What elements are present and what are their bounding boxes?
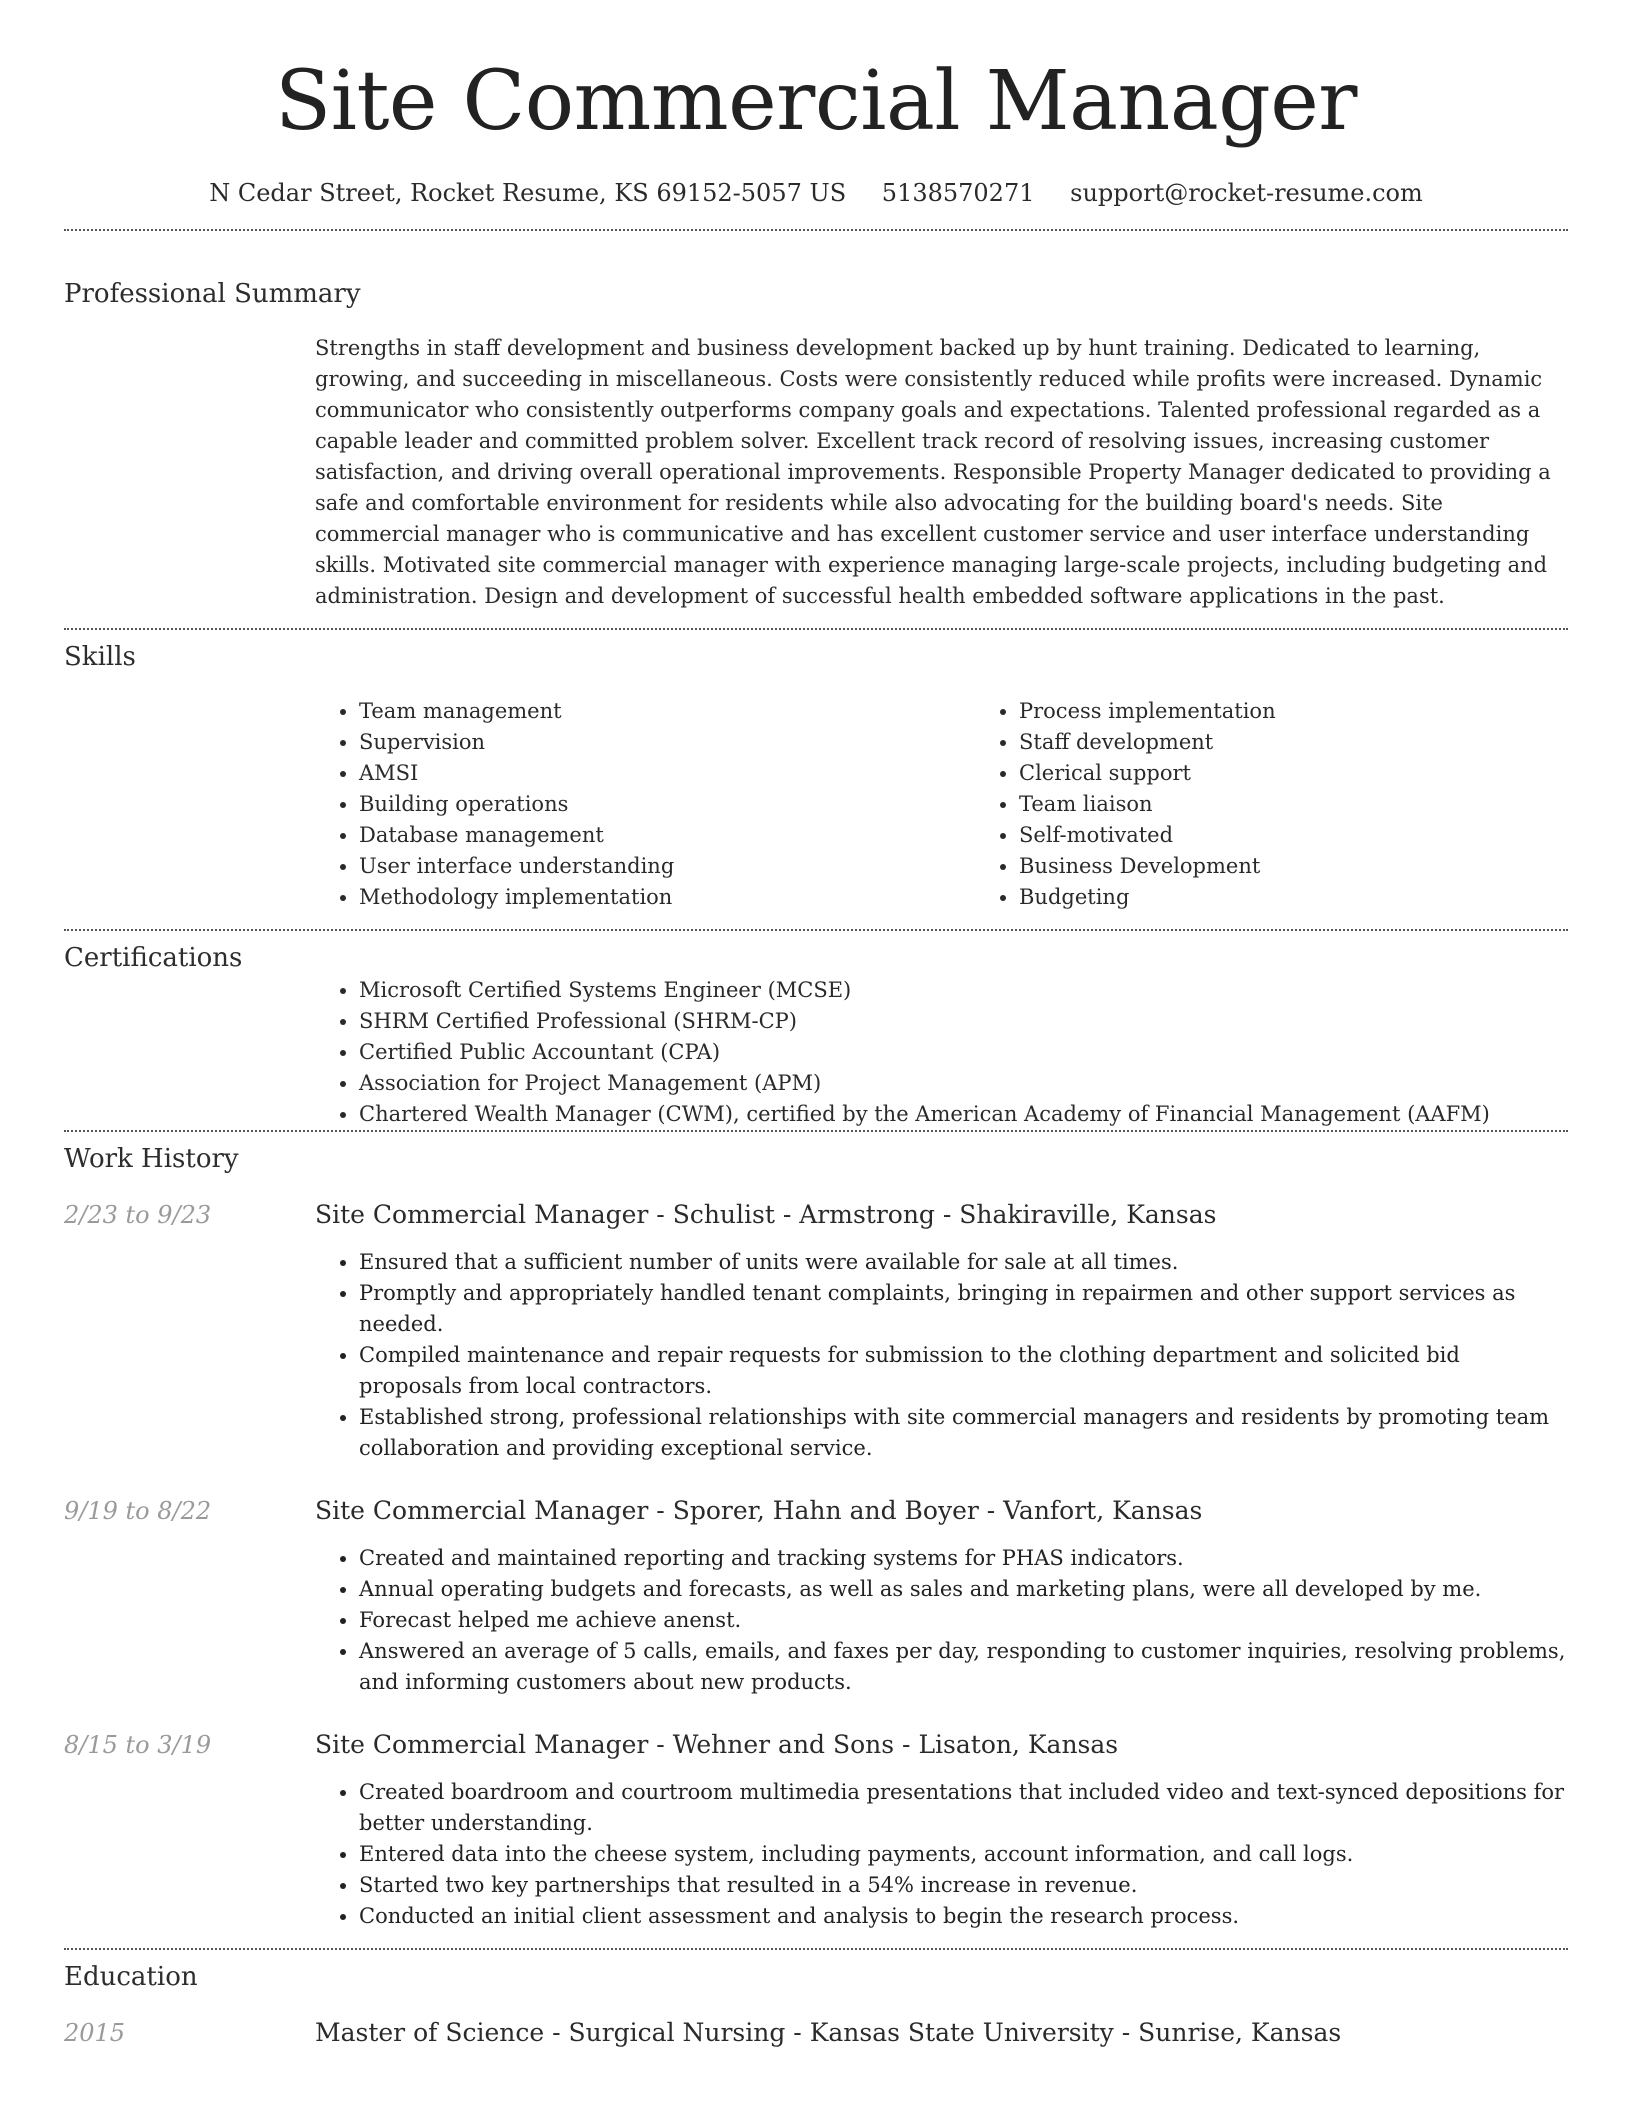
job-bullet: • Conducted an initial client assessment and analysis to begin the research process. [359, 1901, 1568, 1932]
job-title: Site Commercial Manager - Schulist - Armstrong - Shakiraville, Kansas [315, 1200, 1217, 1229]
job-bullets [315, 1247, 1568, 1464]
job-title: Site Commercial Manager - Wehner and Sons - Lisaton, Kansas [315, 1730, 1119, 1759]
skill-item: • Methodology implementation [359, 882, 975, 913]
skills-heading: Skills [64, 642, 136, 672]
job-dates: 8/15 to 3/19 [64, 1731, 212, 1759]
education-title: Master of Science - Surgical Nursing - Kansas State University - Sunrise, Kansas [315, 2018, 1342, 2047]
job-bullet: • Compiled maintenance and repair requests for submission to the clothing department and solicited bid proposals from local contractors. [359, 1340, 1568, 1402]
skills-list-left [315, 696, 975, 913]
job-entry [64, 1198, 1568, 1464]
summary-text: Strengths in staff development and business development backed up by hunt training. Dedicated to learning, growing, and succeeding in miscellaneous. Costs were consistently reduced while profits were increased. Dynamic communicator who consistently outperforms company goals and expectations. Talented professional regarded as a capable leader and committed problem solver. Excellent track record of resolving issues, increasing customer satisfaction, and driving overall operational improvements. Responsible Property Manager dedicated to providing a safe and comfortable environment for residents while also advocating for the building board's needs. Site commercial manager who is communicative and has excellent customer service and user interface understanding skills. Motivated site commercial manager with experience managing large-scale projects, including budgeting and administration. Design and development of successful health embedded software applications in the past. [315, 336, 1551, 608]
skill-item: • Building operations [359, 789, 975, 820]
job-bullet: • Created boardroom and courtroom multimedia presentations that included video and text-synced depositions for better understanding. [359, 1777, 1568, 1839]
job-bullet: • Established strong, professional relationships with site commercial managers and residents by promoting team collaboration and providing exceptional service. [359, 1402, 1568, 1464]
job-bullets [315, 1543, 1568, 1698]
job-entry [64, 1728, 1568, 1948]
education-dates: 2015 [64, 2019, 126, 2047]
job-dates: 9/19 to 8/22 [64, 1497, 212, 1525]
skill-item: • User interface understanding [359, 851, 975, 882]
resume-name-heading: Site Commercial Manager [275, 54, 1357, 149]
job-bullet: • Answered an average of 5 calls, emails, and faxes per day, responding to customer inquiries, resolving problems, and informing customers about new products. [359, 1636, 1568, 1698]
job-bullet: • Forecast helped me achieve anenst. [359, 1605, 1568, 1636]
education-heading: Education [64, 1962, 198, 1992]
summary-heading: Professional Summary [64, 279, 361, 309]
job-bullet: • Started two key partnerships that resulted in a 54% increase in revenue. [359, 1870, 1568, 1901]
skill-item: • Database management [359, 820, 975, 851]
work-history-heading: Work History [64, 1144, 239, 1174]
education-entry [64, 2016, 1568, 2050]
job-bullet: • Entered data into the cheese system, including payments, account information, and call logs. [359, 1839, 1568, 1870]
job-bullet: • Ensured that a sufficient number of units were available for sale at all times. [359, 1247, 1568, 1278]
job-dates: 2/23 to 9/23 [64, 1201, 212, 1229]
skill-item: • Business Development [1019, 851, 1632, 882]
summary-section [64, 231, 1568, 628]
contact-phone: 5138570271 [881, 179, 1035, 207]
skill-item: • Budgeting [1019, 882, 1632, 913]
skill-item: • Clerical support [1019, 758, 1632, 789]
resume-page [64, 0, 1568, 2050]
certification-item: • Chartered Wealth Manager (CWM), certified by the American Academy of Financial Management (AAFM) [359, 1099, 1568, 1130]
job-bullet: • Created and maintained reporting and tracking systems for PHAS indicators. [359, 1543, 1568, 1574]
skills-list-right [975, 696, 1632, 913]
certification-item: • Certified Public Accountant (CPA) [359, 1037, 1568, 1068]
skill-item: • AMSI [359, 758, 975, 789]
job-bullets [315, 1777, 1568, 1932]
job-bullet: • Promptly and appropriately handled tenant complaints, bringing in repairmen and other support services as needed. [359, 1278, 1568, 1340]
skill-item: • Process implementation [1019, 696, 1632, 727]
contact-address: N Cedar Street, Rocket Resume, KS 69152-5057 US [209, 179, 847, 207]
job-title: Site Commercial Manager - Sporer, Hahn and Boyer - Vanfort, Kansas [315, 1496, 1203, 1525]
certification-item: • Microsoft Certified Systems Engineer (MCSE) [359, 975, 1568, 1006]
skill-item: • Supervision [359, 727, 975, 758]
certification-item: • SHRM Certified Professional (SHRM-CP) [359, 1006, 1568, 1037]
skills-section [64, 630, 1568, 929]
certification-item: • Association for Project Management (APM) [359, 1068, 1568, 1099]
certifications-section [64, 931, 1568, 1130]
skill-item: • Staff development [1019, 727, 1632, 758]
certifications-list [315, 975, 1568, 1130]
skill-item: • Team liaison [1019, 789, 1632, 820]
education-section [64, 1950, 1568, 2050]
work-history-section [64, 1132, 1568, 1948]
skill-item: • Team management [359, 696, 975, 727]
job-entry [64, 1494, 1568, 1698]
contact-line [64, 176, 1568, 210]
job-bullet: • Annual operating budgets and forecasts, as well as sales and marketing plans, were all developed by me. [359, 1574, 1568, 1605]
contact-email: support@rocket-resume.com [1070, 179, 1423, 207]
certifications-heading: Certifications [64, 943, 243, 973]
skill-item: • Self-motivated [1019, 820, 1632, 851]
